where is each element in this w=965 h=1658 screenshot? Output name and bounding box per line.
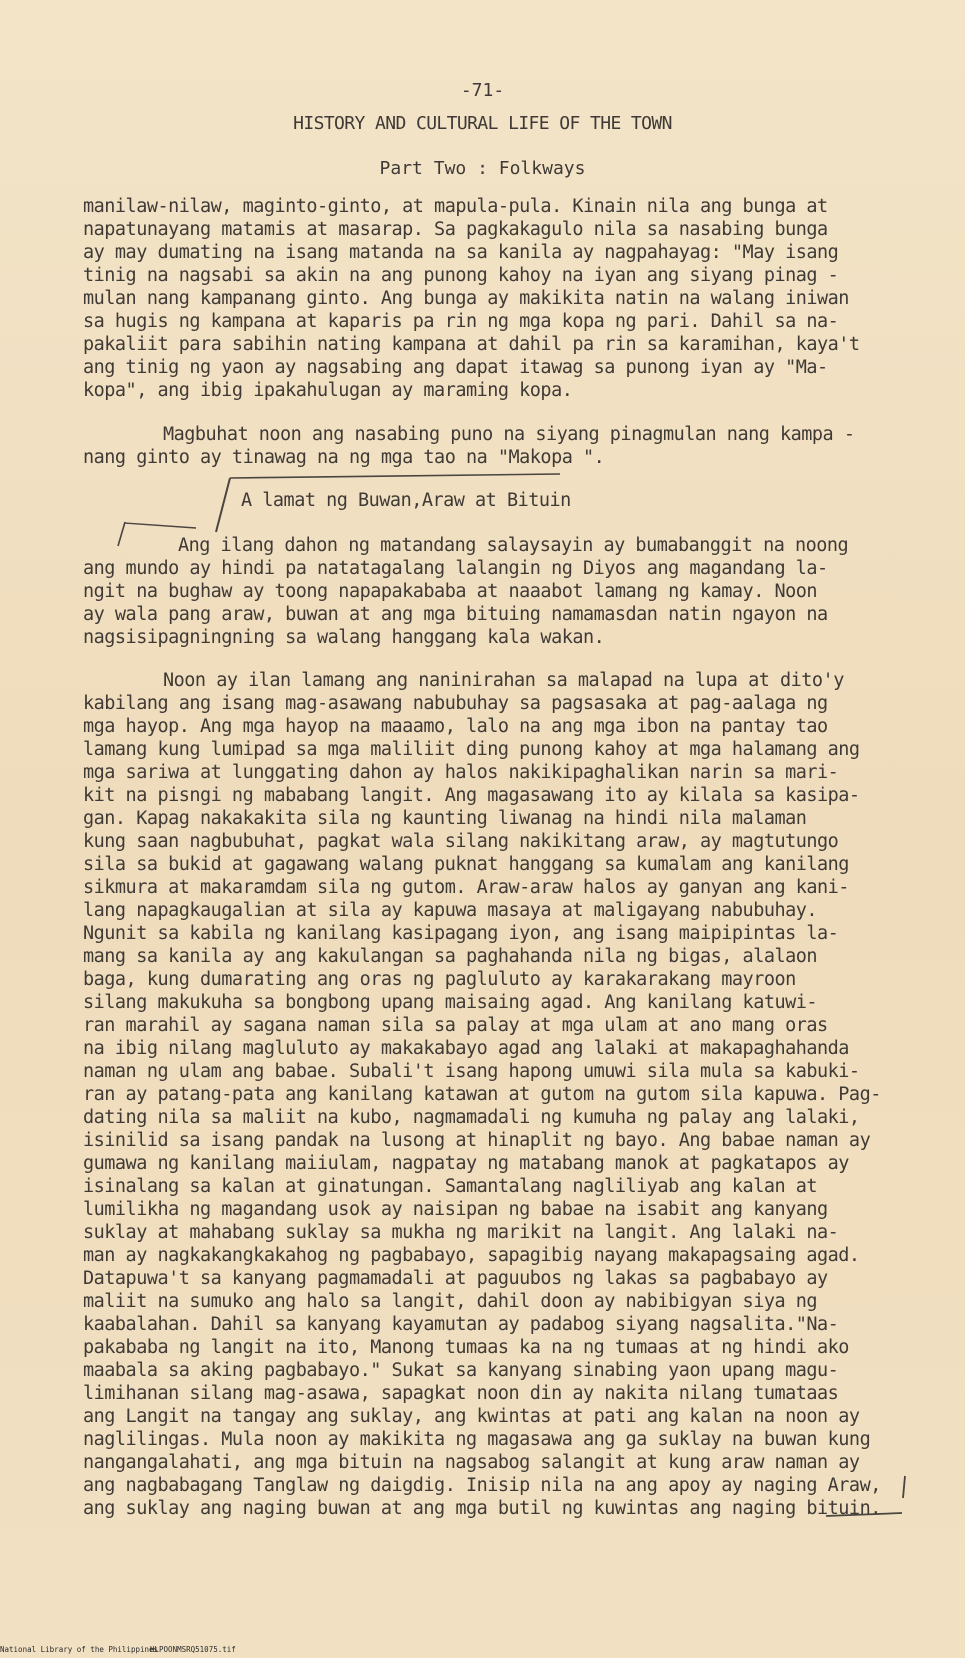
text-line: kabilang ang isang mag-asawang nabubuhay sa pagsasaka at pag-aalaga ng	[83, 693, 828, 714]
page-number: -71-	[460, 80, 505, 101]
text-line: mga hayop. Ang mga hayop na maaamo, lalo na ang mga ibon na pantay tao	[83, 716, 828, 737]
text-line: nangangalahati, ang mga bituin na nagsabog salangit at kung araw naman ay	[83, 1452, 860, 1473]
text-line: Noon ay ilan lamang ang naninirahan sa malapad na lupa at dito'y	[163, 670, 844, 691]
text-line: ang mundo ay hindi pa natatagalang lalangin ng Diyos ang magandang la-	[83, 558, 828, 579]
text-line: ay may dumating na isang matanda na sa kanila ay nagpahayag: "May isang	[83, 242, 839, 263]
text-line: ang tinig ng yaon ay nagsabing ang dapat itawag sa punong iyan ay "Ma-	[83, 357, 828, 378]
text-line: Ngunit sa kabila ng kanilang kasipagang iyon, ang isang maipipintas la-	[83, 923, 839, 944]
text-line: naglilingas. Mula noon ay makikita ng magasawa ang ga suklay na buwan kung	[83, 1429, 871, 1450]
text-line: silang makukuha sa bongbong upang maisaing agad. Ang kanilang katuwi-	[83, 992, 818, 1013]
text-line: Magbuhat noon ang nasabing puno na siyang pinagmulan nang kampa -	[163, 424, 855, 445]
text-line: man ay nagkakangkakahog ng pagbabayo, sapagibig nayang makapagsaing agad.	[83, 1245, 860, 1266]
text-line: kit na pisngi ng mababang langit. Ang magasawang ito ay kilala sa kasipa-	[83, 785, 860, 806]
footer-library: National Library of the Philippines	[0, 1645, 159, 1654]
text-line: gumawa ng kanilang maiiulam, nagpatay ng matabang manok at pagkatapos ay	[83, 1153, 849, 1174]
text-line: sikmura at makaramdam sila ng gutom. Araw-araw halos ay ganyan ang kani-	[83, 877, 849, 898]
text-line: tinig na nagsabi sa akin na ang punong kahoy na iyan ang siyang pinag -	[83, 265, 839, 286]
pencil-stroke	[124, 523, 196, 528]
section-heading: A lamat ng Buwan,Araw at Bituin	[241, 490, 571, 511]
text-line: naman ng ulam ang babae. Subali't isang hapong umuwi sila mula sa kabuki-	[83, 1061, 860, 1082]
text-line: isinilid sa isang pandak na lusong at hinaplit ng bayo. Ang babae naman ay	[83, 1130, 871, 1151]
text-line: isinalang sa kalan at ginatungan. Samantalang nagliliyab ang kalan at	[83, 1176, 818, 1197]
text-line: sila sa bukid at gagawang walang puknat hanggang sa kumalam ang kanilang	[83, 854, 849, 875]
text-line: kaabalahan. Dahil sa kanyang kayamutan ay padabog siyang nagsalita."Na-	[83, 1314, 839, 1335]
page-subtitle: Part Two : Folkways	[379, 158, 586, 179]
text-line: nang ginto ay tinawag na ng mga tao na "Makopa ".	[83, 447, 605, 468]
text-line: pakababa ng langit na ito, Manong tumaas ka na ng tumaas at ng hindi ako	[83, 1337, 849, 1358]
text-line: mang sa kanila ay ang kakulangan sa paghahanda nila ng bigas, alalaon	[83, 946, 818, 967]
footer-file-id: HLPOONMSRQ51075.tif	[150, 1645, 236, 1654]
text-line: ang suklay ang naging buwan at ang mga butil ng kuwintas ang naging bituin.	[83, 1498, 881, 1519]
text-line: lamang kung lumipad sa mga maliliit ding punong kahoy at mga halamang ang	[83, 739, 860, 760]
text-line: baga, kung dumarating ang oras ng pagluluto ay karakarakang mayroon	[83, 969, 796, 990]
text-line: limihanan silang mag-asawa, sapagkat noon din ay nakita nilang tumataas	[83, 1383, 839, 1404]
pencil-stroke	[216, 478, 230, 532]
text-line: napatunayang matamis at masarap. Sa pagkakagulo nila sa nasabing bunga	[83, 219, 828, 240]
text-line: ang Langit na tangay ang suklay, ang kwintas at pati ang kalan na noon ay	[83, 1406, 860, 1427]
text-line: na ibig nilang magluluto ay makakabayo agad ang lalaki at makapaghahanda	[83, 1038, 849, 1059]
text-line: lang napagkaugalian at sila ay kapuwa masaya at maligayang nabubuhay.	[83, 900, 818, 921]
text-line: manilaw-nilaw, maginto-ginto, at mapula-pula. Kinain nila ang bunga at	[83, 196, 828, 217]
text-line: ngit na bughaw ay toong napapakababa at naaabot lamang ng kamay. Noon	[83, 581, 818, 602]
text-line: kung saan nagbubuhat, pagkat wala silang nakikitang araw, ay magtutungo	[83, 831, 839, 852]
text-line: nagsisipagningning sa walang hanggang kala wakan.	[83, 627, 605, 648]
text-line: ay wala pang araw, buwan at ang mga bituing namamasdan natin ngayon na	[83, 604, 828, 625]
text-line: suklay at mahabang suklay sa mukha ng marikit na langit. Ang lalaki na-	[83, 1222, 839, 1243]
pencil-stroke	[903, 1476, 905, 1498]
pencil-stroke	[230, 474, 560, 478]
text-line: maabala sa aking pagbabayo." Sukat sa kanyang sinabing yaon upang magu-	[83, 1360, 839, 1381]
pencil-stroke	[118, 522, 125, 546]
text-line: pakaliit para sabihin nating kampana at dahil pa rin sa karamihan, kaya't	[83, 334, 860, 355]
text-line: gan. Kapag nakakakita sila ng kaunting liwanag na hindi nila malaman	[83, 808, 807, 829]
text-line: kopa", ang ibig ipakahulugan ay maraming kopa.	[83, 380, 573, 401]
text-line: mga sariwa at lunggating dahon ay halos nakikipaghalikan narin sa mari-	[83, 762, 839, 783]
text-line: mulan nang kampanang ginto. Ang bunga ay makikita natin na walang iniwan	[83, 288, 849, 309]
text-line: Ang ilang dahon ng matandang salaysayin ay bumabanggit na noong	[178, 535, 849, 556]
pencil-stroke	[826, 1513, 902, 1516]
page-title: HISTORY AND CULTURAL LIFE OF THE TOWN	[293, 113, 672, 134]
text-line: dating nila sa maliit na kubo, nagmamadali ng kumuha ng palay ang lalaki,	[83, 1107, 860, 1128]
text-line: lumilikha ng magandang usok ay naisipan ng babae na isabit ang kanyang	[83, 1199, 828, 1220]
text-line: sa hugis ng kampana at kaparis pa rin ng mga kopa ng pari. Dahil sa na-	[83, 311, 839, 332]
text-line: ang nagbabagang Tanglaw ng daigdig. Inisip nila na ang apoy ay naging Araw,	[83, 1475, 881, 1496]
text-line: Datapuwa't sa kanyang pagmamadali at paguubos ng lakas sa pagbabayo ay	[83, 1268, 828, 1289]
text-line: ran ay patang-pata ang kanilang katawan at gutom na gutom sila kapuwa. Pag-	[83, 1084, 881, 1105]
text-line: ran marahil ay sagana naman sila sa palay at mga ulam at ano mang oras	[83, 1015, 828, 1036]
text-line: maliit na sumuko ang halo sa langit, dahil doon ay nabibigyan siya ng	[83, 1291, 818, 1312]
